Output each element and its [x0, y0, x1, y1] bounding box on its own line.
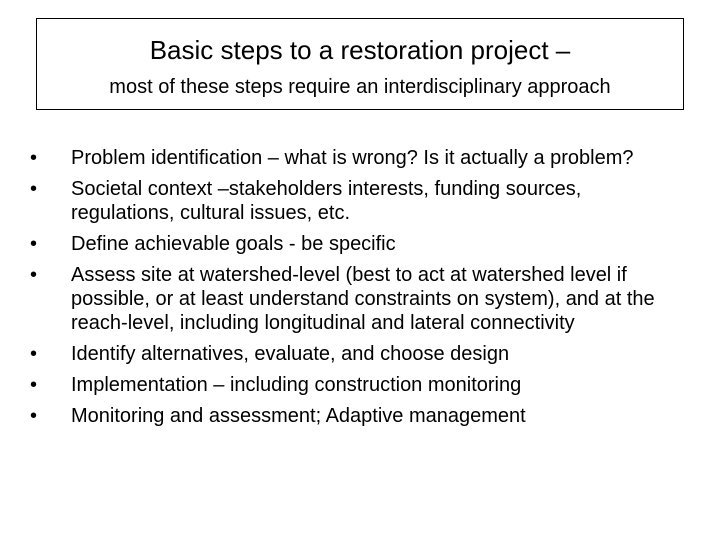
bullet-item-monitoring: • Monitoring and assessment; Adaptive management	[30, 404, 690, 428]
bullet-item-problem-identification: • Problem identification – what is wrong? Is it actually a problem?	[30, 146, 690, 170]
bullet-item-identify-alternatives: • Identify alternatives, evaluate, and choose design	[30, 342, 690, 366]
bullet-item-societal-context: • Societal context –stakeholders interests, funding sources, regulations, cultural issues, etc.	[30, 177, 690, 225]
bullet-item-assess-site: • Assess site at watershed-level (best to act at watershed level if possible, or at least understand constraints on system), and at the reach-level, including longitudinal and lateral connectivity	[30, 263, 690, 335]
bullet-list	[30, 146, 690, 435]
bullet-item-define-goals: • Define achievable goals - be specific	[30, 232, 690, 256]
slide-subtitle: most of these steps require an interdisciplinary approach	[109, 76, 611, 98]
slide-title: Basic steps to a restoration project –	[149, 35, 571, 65]
title-box	[36, 18, 684, 110]
bullet-item-implementation: • Implementation – including construction monitoring	[30, 373, 690, 397]
